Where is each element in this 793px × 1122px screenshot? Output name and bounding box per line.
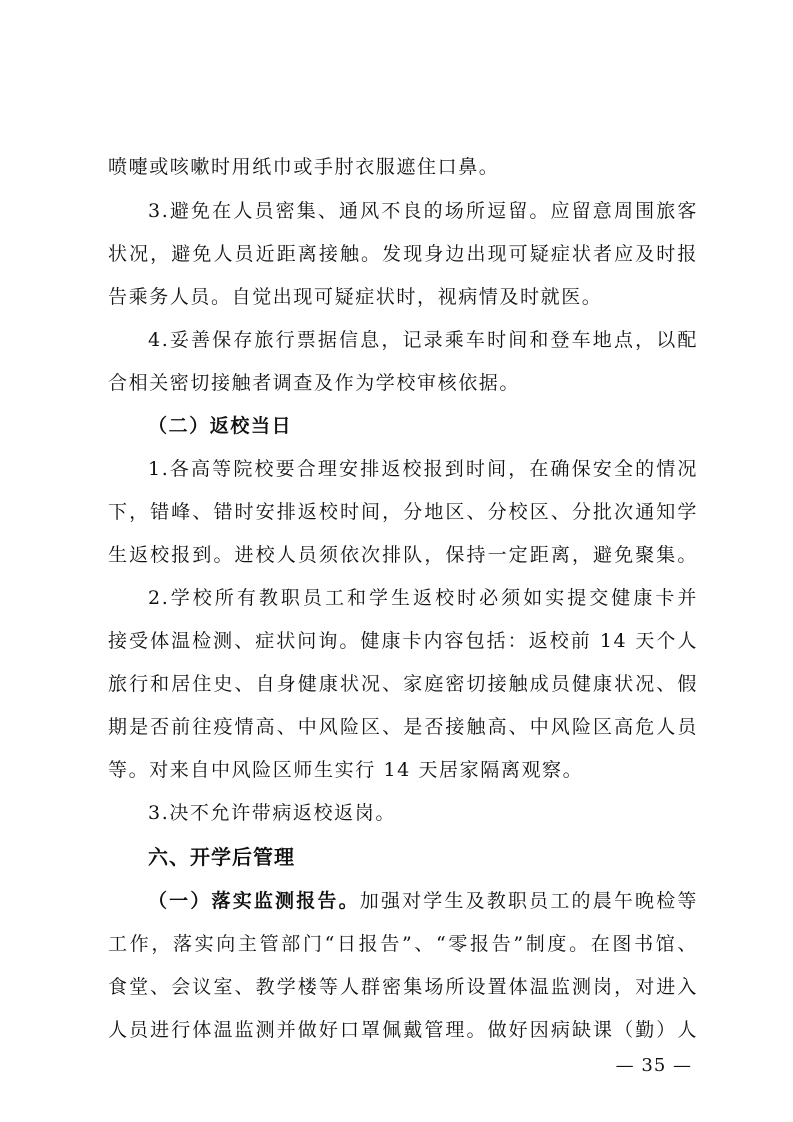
text-line-13: 旅行和居住史、自身健康状况、家庭密切接触成员健康状况、假 <box>108 673 698 695</box>
text-line-3: 状况，避免人员近距离接触。发现身边出现可疑症状者应及时报 <box>108 243 698 265</box>
text-line-1: 喷嚏或咳嗽时用纸巾或手肘衣服遮住口鼻。 <box>108 156 500 178</box>
text-line-21: 人员进行体温监测并做好口罩佩戴管理。做好因病缺课（勤）人 <box>108 1019 698 1041</box>
text-line-16: 3.决不允许带病返校返岗。 <box>148 802 396 824</box>
inline-heading-monitoring-report: （一）落实监测报告。 <box>148 890 360 912</box>
text-line-5: 4.妥善保存旅行票据信息，记录乘车时间和登车地点，以配 <box>148 329 698 351</box>
text-line-6: 合相关密切接触者调查及作为学校审核依据。 <box>108 372 521 394</box>
section-subheading-return-day: （二）返校当日 <box>148 415 293 437</box>
text-line-12: 接受体温检测、症状问询。健康卡内容包括：返校前 14 天个人 <box>108 630 698 652</box>
text-line-9: 下，错峰、错时安排返校时间，分地区、分校区、分批次通知学 <box>108 501 698 523</box>
text-line-8: 1.各高等院校要合理安排返校报到时间，在确保安全的情况 <box>148 458 698 480</box>
text-line-14: 期是否前往疫情高、中风险区、是否接触高、中风险区高危人员 <box>108 716 698 738</box>
text-line-4: 告乘务人员。自觉出现可疑症状时，视病情及时就医。 <box>108 286 603 308</box>
text-line-11: 2.学校所有教职员工和学生返校时必须如实提交健康卡并 <box>148 587 698 609</box>
page-number: — 35 — <box>615 1055 692 1076</box>
text-line-2: 3.避免在人员密集、通风不良的场所逗留。应留意周围旅客 <box>148 200 698 222</box>
text-line-18 <box>148 889 698 913</box>
text-line-19: 工作，落实向主管部门“日报告”、“零报告”制度。在图书馆、 <box>108 933 698 955</box>
text-line-18-body: 加强对学生及教职员工的晨午晚检等 <box>359 890 698 912</box>
section-heading-post-opening: 六、开学后管理 <box>148 845 295 869</box>
text-line-20: 食堂、会议室、教学楼等人群密集场所设置体温监测岗，对进入 <box>108 976 698 998</box>
text-line-10: 生返校报到。进校人员须依次排队，保持一定距离，避免聚集。 <box>108 544 698 566</box>
text-line-15: 等。对来自中风险区师生实行 14 天居家隔离观察。 <box>108 759 584 781</box>
